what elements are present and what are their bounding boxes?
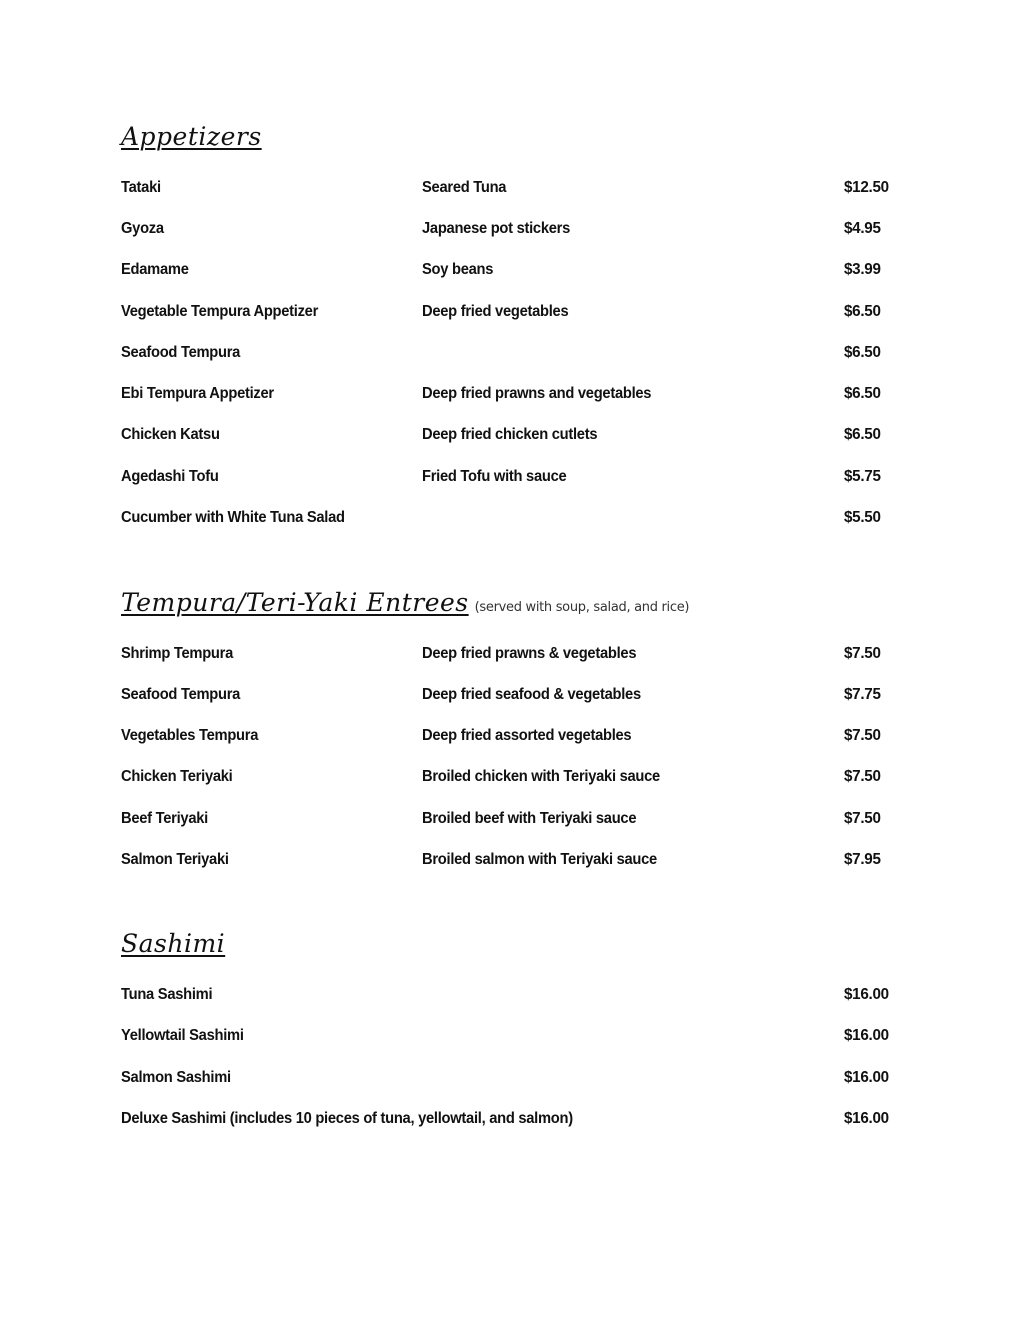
item-name: Chicken Teriyaki — [121, 768, 233, 785]
item-description: Seared Tuna — [422, 179, 507, 196]
item-name: Edamame — [121, 261, 189, 278]
item-price: $5.75 — [844, 468, 881, 485]
item-description: Deep fried chicken cutlets — [422, 426, 598, 443]
item-name: Gyoza — [121, 220, 164, 237]
item-name: Salmon Sashimi — [121, 1069, 231, 1086]
item-name: Yellowtail Sashimi — [121, 1027, 244, 1044]
item-price: $7.50 — [844, 768, 881, 785]
menu-item — [0, 807, 1024, 831]
menu-item — [0, 848, 1024, 872]
item-description: Soy beans — [422, 261, 494, 278]
item-name: Tataki — [121, 179, 161, 196]
item-description: Deep fried prawns & vegetables — [422, 645, 637, 662]
item-price: $6.50 — [844, 344, 881, 361]
item-price: $7.50 — [844, 727, 881, 744]
item-name: Ebi Tempura Appetizer — [121, 385, 274, 402]
menu-item — [0, 765, 1024, 789]
item-price: $7.50 — [844, 645, 881, 662]
item-price: $6.50 — [844, 303, 881, 320]
item-name: Beef Teriyaki — [121, 810, 208, 827]
menu-item — [0, 258, 1024, 282]
item-description: Deep fried seafood & vegetables — [422, 686, 641, 703]
section-title-text: Tempura/Teri-Yaki Entrees — [121, 588, 469, 617]
item-price: $12.50 — [844, 179, 889, 196]
item-price: $16.00 — [844, 986, 889, 1003]
item-description: Japanese pot stickers — [422, 220, 571, 237]
item-price: $6.50 — [844, 426, 881, 443]
section-title-sashimi — [121, 929, 225, 959]
section-note: (served with soup, salad, and rice) — [474, 600, 690, 615]
menu-item — [0, 382, 1024, 406]
item-name: Chicken Katsu — [121, 426, 220, 443]
item-price: $7.75 — [844, 686, 881, 703]
item-description: Deep fried assorted vegetables — [422, 727, 632, 744]
menu-item — [0, 683, 1024, 707]
item-name: Cucumber with White Tuna Salad — [121, 509, 345, 526]
item-description: Deep fried vegetables — [422, 303, 569, 320]
item-price: $7.50 — [844, 810, 881, 827]
section-title-entrees — [121, 588, 689, 623]
item-name: Deluxe Sashimi (includes 10 pieces of tuna, yellowtail, and salmon) — [121, 1110, 573, 1127]
menu-item — [0, 300, 1024, 324]
menu-item — [0, 465, 1024, 489]
menu-item — [0, 642, 1024, 666]
menu-item — [0, 423, 1024, 447]
section-title-appetizers — [121, 122, 262, 152]
item-name: Vegetables Tempura — [121, 727, 259, 744]
item-price: $4.95 — [844, 220, 881, 237]
menu-item — [0, 341, 1024, 365]
item-price: $3.99 — [844, 261, 881, 278]
menu-item — [0, 506, 1024, 530]
item-name: Vegetable Tempura Appetizer — [121, 303, 319, 320]
item-name: Shrimp Tempura — [121, 645, 234, 662]
menu-item — [0, 724, 1024, 748]
item-name: Agedashi Tofu — [121, 468, 219, 485]
item-description: Broiled chicken with Teriyaki sauce — [422, 768, 660, 785]
section-title-text: Sashimi — [121, 929, 226, 958]
item-name: Seafood Tempura — [121, 686, 241, 703]
item-description: Deep fried prawns and vegetables — [422, 385, 652, 402]
item-price: $16.00 — [844, 1027, 889, 1044]
item-price: $16.00 — [844, 1110, 889, 1127]
item-description: Broiled salmon with Teriyaki sauce — [422, 851, 657, 868]
menu-item — [0, 983, 1024, 1007]
item-price: $7.95 — [844, 851, 881, 868]
menu-item — [0, 1066, 1024, 1090]
item-description: Fried Tofu with sauce — [422, 468, 567, 485]
item-description: Broiled beef with Teriyaki sauce — [422, 810, 637, 827]
menu-item — [0, 176, 1024, 200]
menu-item — [0, 1024, 1024, 1048]
section-title-text: Appetizers — [121, 122, 262, 151]
menu-item — [0, 1107, 1024, 1131]
item-name: Salmon Teriyaki — [121, 851, 229, 868]
item-name: Tuna Sashimi — [121, 986, 213, 1003]
menu-item — [0, 217, 1024, 241]
item-name: Seafood Tempura — [121, 344, 241, 361]
item-price: $16.00 — [844, 1069, 889, 1086]
item-price: $6.50 — [844, 385, 881, 402]
item-price: $5.50 — [844, 509, 881, 526]
